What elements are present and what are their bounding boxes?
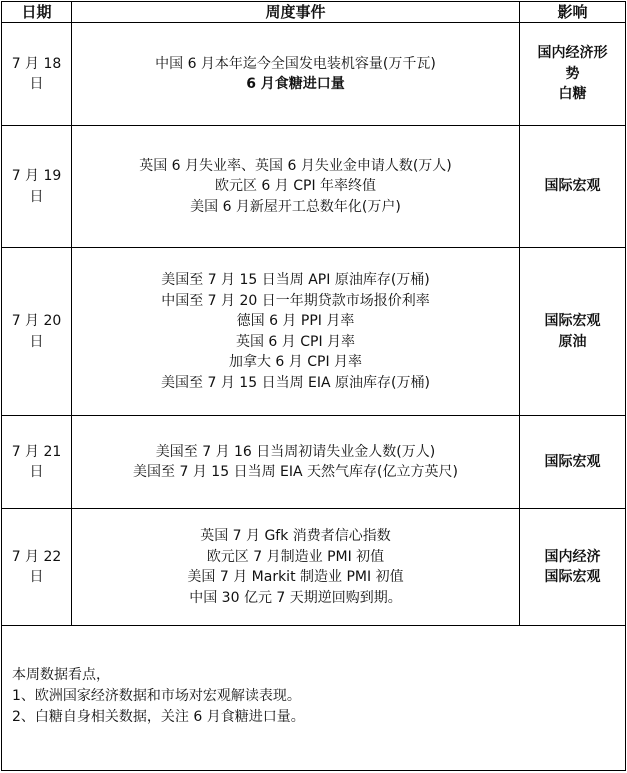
summary-heading: 本周数据看点， xyxy=(12,667,110,683)
summary-row xyxy=(2,626,626,771)
summary-point: 1、欧洲国家经济数据和市场对宏观解读表现。 xyxy=(12,688,301,704)
table-row xyxy=(2,23,626,126)
date-text: 7 月 20 xyxy=(11,313,62,329)
impact-item: 白糖 xyxy=(558,86,587,103)
event-item: 英国 6 月失业率、英国 6 月失业金申请人数(万人) xyxy=(139,157,452,174)
event-item: 美国 6 月新屋开工总数年化(万户) xyxy=(190,198,401,215)
impact-item: 原油 xyxy=(558,333,587,350)
impact-item: 国内经济形 xyxy=(537,45,608,62)
event-item: 美国至 7 月 15 日当周 API 原油库存(万桶) xyxy=(161,272,430,288)
impact-cell xyxy=(520,23,626,126)
event-item: 德国 6 月 PPI 月率 xyxy=(236,313,355,329)
summary-cell xyxy=(2,626,626,771)
table-row xyxy=(2,126,626,248)
events-cell xyxy=(72,248,520,416)
date-text: 7 月 22 xyxy=(11,548,62,565)
event-item: 美国至 7 月 15 日当周 EIA 原油库存(万桶) xyxy=(161,374,430,391)
date-cell xyxy=(2,23,72,126)
header-events: 周度事件 xyxy=(72,2,520,23)
event-item: 中国至 7 月 20 日一年期贷款市场报价利率 xyxy=(161,292,430,309)
table-row xyxy=(2,416,626,509)
impact-item: 国际宏观 xyxy=(544,453,601,470)
impact-cell xyxy=(520,126,626,248)
event-item: 欧元区 6 月 CPI 年率终值 xyxy=(214,178,377,195)
event-item: 欧元区 7 月制造业 PMI 初值 xyxy=(206,548,385,565)
date-cell xyxy=(2,416,72,509)
date-text: 日 xyxy=(29,76,44,92)
date-text: 日 xyxy=(29,333,44,350)
date-text: 7 月 18 xyxy=(11,55,62,72)
date-text: 7 月 21 xyxy=(11,443,62,460)
event-item: 中国 30 亿元 7 天期逆回购到期。 xyxy=(189,589,402,606)
events-cell xyxy=(72,126,520,248)
date-text: 日 xyxy=(29,464,44,480)
date-cell xyxy=(2,248,72,416)
table-row xyxy=(2,509,626,626)
impact-item: 国内经济 xyxy=(544,548,601,565)
impact-item: 国际宏观 xyxy=(544,178,601,195)
date-cell xyxy=(2,126,72,248)
event-item: 英国 7 月 Gfk 消费者信心指数 xyxy=(200,528,391,544)
weekly-events-table xyxy=(1,1,626,771)
header-date: 日期 xyxy=(2,2,72,23)
impact-cell xyxy=(520,416,626,509)
table-header-row xyxy=(2,2,626,23)
impact-cell xyxy=(520,248,626,416)
header-impact: 影响 xyxy=(520,2,626,23)
date-cell xyxy=(2,509,72,626)
events-cell xyxy=(72,23,520,126)
date-text: 7 月 19 xyxy=(11,168,62,184)
impact-item: 势 xyxy=(565,65,580,82)
date-text: 日 xyxy=(29,569,44,585)
table-row xyxy=(2,248,626,416)
impact-item: 国际宏观 xyxy=(544,569,601,585)
event-item: 加拿大 6 月 CPI 月率 xyxy=(228,354,363,370)
event-item: 美国至 7 月 16 日当周初请失业金人数(万人) xyxy=(155,443,436,460)
event-item: 6 月食糖进口量 xyxy=(246,76,345,92)
events-cell xyxy=(72,509,520,626)
event-item: 中国 6 月本年迄今全国发电装机容量(万千瓦) xyxy=(155,55,436,72)
summary-block xyxy=(2,626,625,728)
impact-cell xyxy=(520,509,626,626)
event-item: 英国 6 月 CPI 月率 xyxy=(235,333,356,350)
event-item: 美国至 7 月 15 日当周 EIA 天然气库存(亿立方英尺) xyxy=(133,464,458,480)
event-item: 美国 7 月 Markit 制造业 PMI 初值 xyxy=(187,569,404,585)
date-text: 日 xyxy=(29,188,44,205)
events-cell xyxy=(72,416,520,509)
summary-point: 2、白糖自身相关数据，关注 6 月食糖进口量。 xyxy=(12,709,305,725)
impact-item: 国际宏观 xyxy=(544,313,601,329)
